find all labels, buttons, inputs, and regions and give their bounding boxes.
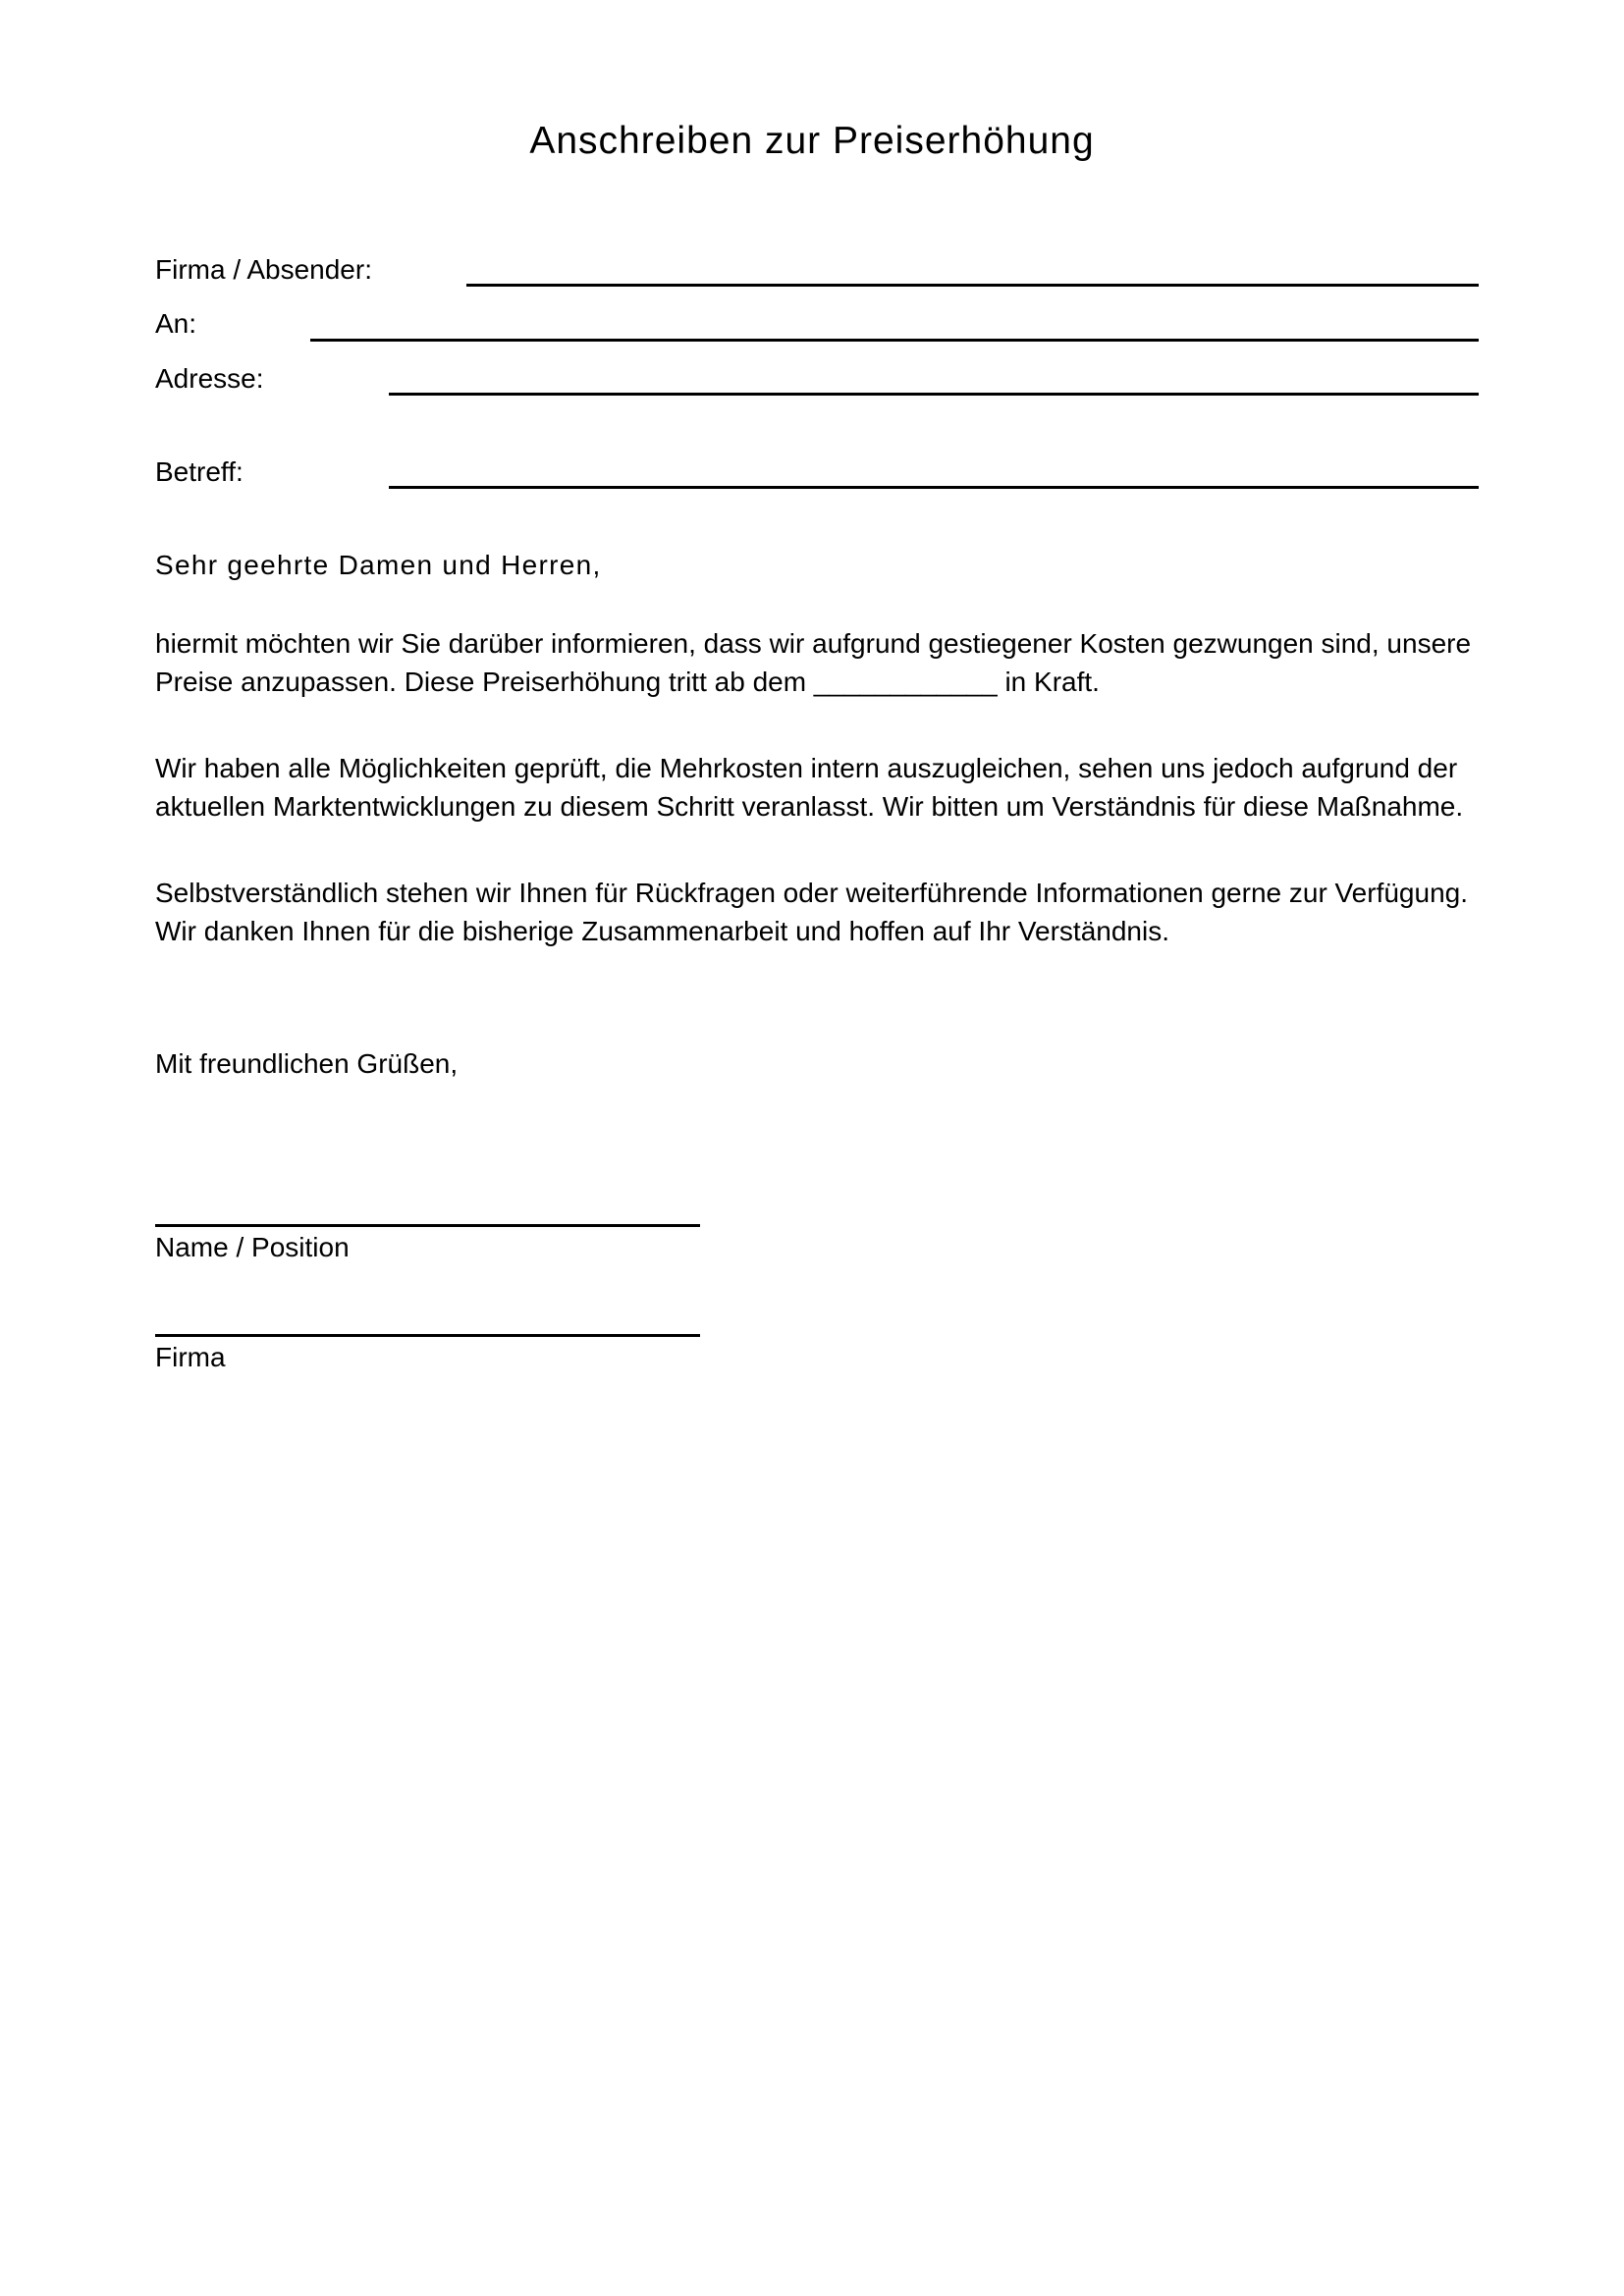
recipient-label: An: — [155, 308, 197, 339]
address-label: Adresse: — [155, 363, 264, 394]
paragraph-1-line-1: hiermit möchten wir Sie darüber informieren, dass wir aufgrund gestiegener Kosten gezwungen sind, unsere — [155, 628, 1472, 659]
address-field-line[interactable] — [389, 393, 1479, 396]
salutation: Sehr geehrte Damen und Herren, — [155, 550, 602, 580]
closing: Mit freundlichen Grüßen, — [155, 1048, 459, 1079]
paragraph-3-line-1: Selbstverständlich stehen wir Ihnen für Rückfragen oder weiterführende Informationen gerne zur Verfügung. — [155, 878, 1468, 908]
page-title: Anschreiben zur Preiserhöhung — [529, 120, 1095, 162]
signature-company-line[interactable] — [155, 1334, 700, 1337]
sender-field-line[interactable] — [466, 284, 1479, 287]
recipient-field-line[interactable] — [310, 339, 1479, 342]
paragraph-3-line-2: Wir danken Ihnen für die bisherige Zusammenarbeit und hoffen auf Ihr Verständnis. — [155, 916, 1169, 946]
sender-label: Firma / Absender: — [155, 254, 372, 285]
paragraph-2-line-1: Wir haben alle Möglichkeiten geprüft, die Mehrkosten intern auszugleichen, sehen uns jedoch aufgrund der — [155, 753, 1458, 783]
subject-field-line[interactable] — [389, 486, 1479, 489]
signature-name-line[interactable] — [155, 1224, 700, 1227]
signature-company-label: Firma — [155, 1342, 226, 1372]
paragraph-2-line-2: aktuellen Marktentwicklungen zu diesem Schritt veranlasst. Wir bitten um Verständnis für diese Maßnahme. — [155, 791, 1464, 822]
paragraph-1-line-2: Preise anzupassen. Diese Preiserhöhung tritt ab dem ____________ in Kraft. — [155, 667, 1100, 697]
subject-label: Betreff: — [155, 456, 244, 487]
signature-name-label: Name / Position — [155, 1232, 350, 1262]
